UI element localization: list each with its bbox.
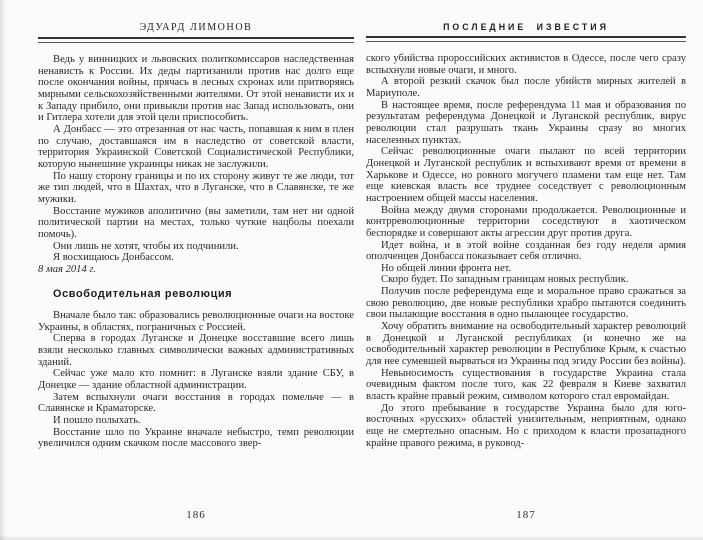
running-head-rule — [366, 36, 686, 42]
paragraph: Идет война, и в этой войне созданная без году неделя армия ополченцев Донбасса показывает себя отлично. — [366, 239, 686, 263]
paragraph: Война между двумя сторонами продолжается. Революционные и контрреволюционные территории соседствуют в хаотическом беспорядке и совершают акты агрессии друг против друга. — [366, 204, 686, 239]
date-line: 8 мая 2014 г. — [38, 263, 97, 275]
page-right — [366, 22, 686, 523]
paragraph: ского убийства пророссийских активистов в Одессе, после чего сразу вспыхнули новые очаги, и много. — [366, 53, 686, 76]
paragraph: Но общей линии фронта нет. — [381, 262, 512, 274]
paragraph: В настоящее время, после референдума 11 мая и образования по результатам референдума Донецкой и Луганской республик, вирус революции стал разрушать ткань Украины сразу во многих населенных пунктах. — [366, 99, 686, 146]
paragraph: Они лишь не хотят, чтобы их подчинили. — [53, 240, 239, 252]
paragraph: И пошло полыхать. — [53, 415, 141, 427]
running-head-author: ЭДУАРД ЛИМОНОВ — [139, 22, 253, 33]
paragraph: Восстание мужиков аполитично (вы заметили, там нет ни одной политической партии на местах, только чуткие нацболы поехали помочь). — [38, 205, 354, 240]
paragraph: Скоро будет. По западным границам новых республик. — [381, 274, 629, 286]
paragraph: До этого пребывание в государстве Украина было для юго-восточных «русских» областей унизительным, неприятным, однако еще не смертельно опасным. Но с приходом к власти прозападного крайне правого режима, в руковод- — [366, 402, 686, 449]
paragraph: Хочу обратить внимание на освободительный характер революций в Донецкой и Луганской республиках (и конечно же на освободительный характер революции в Республике Крым, к счастью для нее сумевшей вырваться из Украины под эгиду России без войны). — [366, 321, 686, 368]
page-number: 186 — [186, 509, 206, 521]
paragraph: Затем вспыхнули очаги восстания в городах помельче — в Славянске и Краматорске. — [38, 391, 354, 415]
paragraph: А Донбасс — это отрезанная от нас часть, попавшая к ним в плен по случаю, доставшаяся им в наследство от советской власти, территория Украинской Советской Социалистической Республики, которую нынешние украинцы никак не заслужили. — [38, 123, 354, 170]
paragraph: Восстание шло по Украине вначале небыстро, темп революции увеличился одним скачком после массового звер- — [38, 426, 354, 450]
running-head-rule — [38, 37, 354, 43]
paragraph: Сейчас уже мало кто помнит: в Луганске взяли здание СБУ, в Донецке — здание областной администрации. — [38, 368, 354, 392]
running-head-title: ПОСЛЕДНИЕ ИЗВЕСТИЯ — [443, 22, 609, 32]
paragraph: А второй резкий скачок был после убийств мирных жителей в Мариуполе. — [366, 76, 686, 99]
page-number: 187 — [516, 509, 536, 521]
paragraph: Сперва в городах Луганске и Донецке восставшие всего лишь взяли несколько главных символически важных административных зданий. — [38, 333, 354, 368]
page-left — [38, 22, 354, 523]
paragraph: Получив после референдума еще и моральное право сражаться за свою революцию, две новые республики храбро пытаются соединить свои пылающие восстания в одно пылающее государство. — [366, 286, 686, 321]
page-body — [366, 53, 686, 449]
paragraph: По нашу сторону границы и по их сторону живут те же люди, тот же тип людей, что в Шахтах, что в Луганске, что в Славянске, те же мужики. — [38, 170, 354, 205]
paragraph: Невыносимость существования в государстве Украина стала очевидным фактом после того, как 22 февраля в Киеве захватил власть крайне правый режим, символом которого стал евромайдан. — [366, 367, 686, 403]
scan-edge-bottom — [0, 535, 703, 540]
paragraph: Сейчас революционные очаги пылают по всей территории Донецкой и Луганской республик и вспыхивают время от времени в Харькове и Одессе, но ровного могучего пламени там еще нет. Там еще киевская власть все труднее соседствует с революционным настроением общей массы населения. — [366, 146, 686, 204]
paragraph: Я восхищаюсь Донбассом. — [53, 252, 174, 264]
section-heading: Освободительная революция — [53, 288, 233, 301]
page-body — [38, 54, 354, 450]
paragraph: Вначале было так: образовались революционные очаги на востоке Украины, в областях, пограничных с Россией. — [38, 310, 354, 333]
scan-edge-left — [0, 0, 6, 540]
paragraph: Ведь у винницких и львовских политкомиссаров наследственная ненависть к России. Их деды партизанили против нас долго еще после окончания войны, прячась в лесных схронах или притворяясь мирными сельскохозяйственными жителями. От этой ненависти их и к Западу прибило, они привыкли против нас Запад использовать, они и Гитлера хотели для этой цели приспособить. — [38, 54, 354, 124]
